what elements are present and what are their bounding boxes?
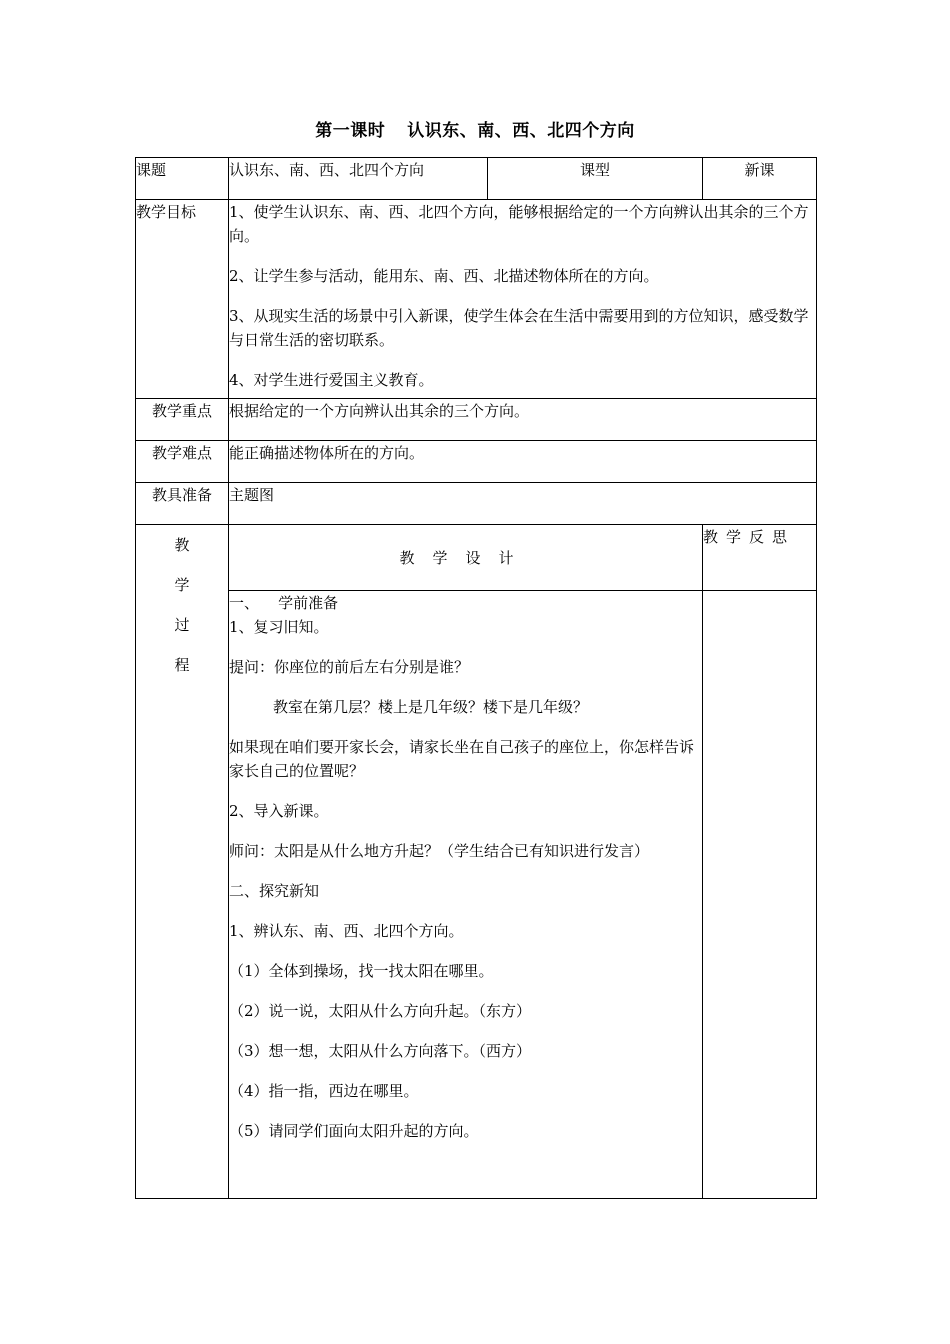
process-line: （5）请同学们面向太阳升起的方向。 — [229, 1122, 479, 1140]
topic-label: 课题 — [136, 158, 229, 200]
process-line: （1）全体到操场，找一找太阳在哪里。 — [229, 962, 494, 980]
process-label-char: 过 — [174, 616, 190, 634]
process-line: 提问：你座位的前后左右分别是谁？ — [229, 658, 470, 676]
goals-label: 教学目标 — [136, 200, 229, 399]
difficulty-label: 教学难点 — [136, 441, 229, 483]
goal-item: 4、对学生进行爱国主义教育。 — [229, 371, 434, 389]
key-point-row — [136, 399, 817, 441]
header-row — [136, 158, 817, 200]
process-line: 如果现在咱们要开家长会，请家长坐在自己孩子的座位上，你怎样告诉家长自己的位置呢？ — [229, 738, 695, 780]
process-header-row — [136, 525, 817, 591]
process-label-char: 程 — [174, 656, 190, 674]
process-label-char: 学 — [174, 576, 190, 594]
process-label — [136, 525, 229, 1199]
process-line: （3）想一想，太阳从什么方向落下。（西方） — [229, 1042, 532, 1060]
goals-row — [136, 200, 817, 399]
type-value: 新课 — [703, 158, 817, 200]
reflection-content — [703, 591, 817, 1199]
key-point-label: 教学重点 — [136, 399, 229, 441]
tools-label: 教具准备 — [136, 483, 229, 525]
lesson-plan-table — [135, 157, 817, 1199]
design-header: 教学设计 — [229, 525, 703, 591]
goals-content — [229, 200, 817, 399]
goal-item: 1、使学生认识东、南、西、北四个方向，能够根据给定的一个方向辨认出其余的三个方向。 — [229, 203, 809, 245]
lesson-name: 认识东、南、西、北四个方向 — [407, 121, 635, 141]
tools-row — [136, 483, 817, 525]
reflection-header: 教学反思 — [703, 525, 817, 591]
process-line: （4）指一指，西边在哪里。 — [229, 1082, 419, 1100]
process-line: 教室在第几层？楼上是几年级？楼下是几年级？ — [273, 698, 589, 716]
topic-value: 认识东、南、西、北四个方向 — [229, 158, 488, 200]
difficulty-row — [136, 441, 817, 483]
page-title — [0, 116, 950, 141]
type-label: 课型 — [488, 158, 703, 200]
difficulty-value: 能正确描述物体所在的方向。 — [229, 441, 817, 483]
process-line: 1、复习旧知。 — [229, 618, 329, 636]
goal-item: 3、从现实生活的场景中引入新课，使学生体会在生活中需要用到的方位知识，感受数学与日常生活的密切联系。 — [229, 307, 809, 349]
process-label-char: 教 — [174, 536, 190, 554]
goal-item: 2、让学生参与活动，能用东、南、西、北描述物体所在的方向。 — [229, 267, 659, 285]
key-point-value: 根据给定的一个方向辨认出其余的三个方向。 — [229, 399, 817, 441]
process-line: 2、导入新课。 — [229, 802, 329, 820]
design-content — [229, 591, 703, 1199]
process-line: （2）说一说，太阳从什么方向升起。（东方） — [229, 1002, 532, 1020]
tools-value: 主题图 — [229, 483, 817, 525]
process-content-row — [136, 591, 817, 1199]
process-line: 二、探究新知 — [229, 882, 320, 900]
process-line: 一、 学前准备 — [229, 594, 339, 612]
process-line: 师问：太阳是从什么地方升起？（学生结合已有知识进行发言） — [229, 842, 650, 860]
process-line: 1、辨认东、南、西、北四个方向。 — [229, 922, 464, 940]
lesson-number: 第一课时 — [315, 121, 386, 141]
